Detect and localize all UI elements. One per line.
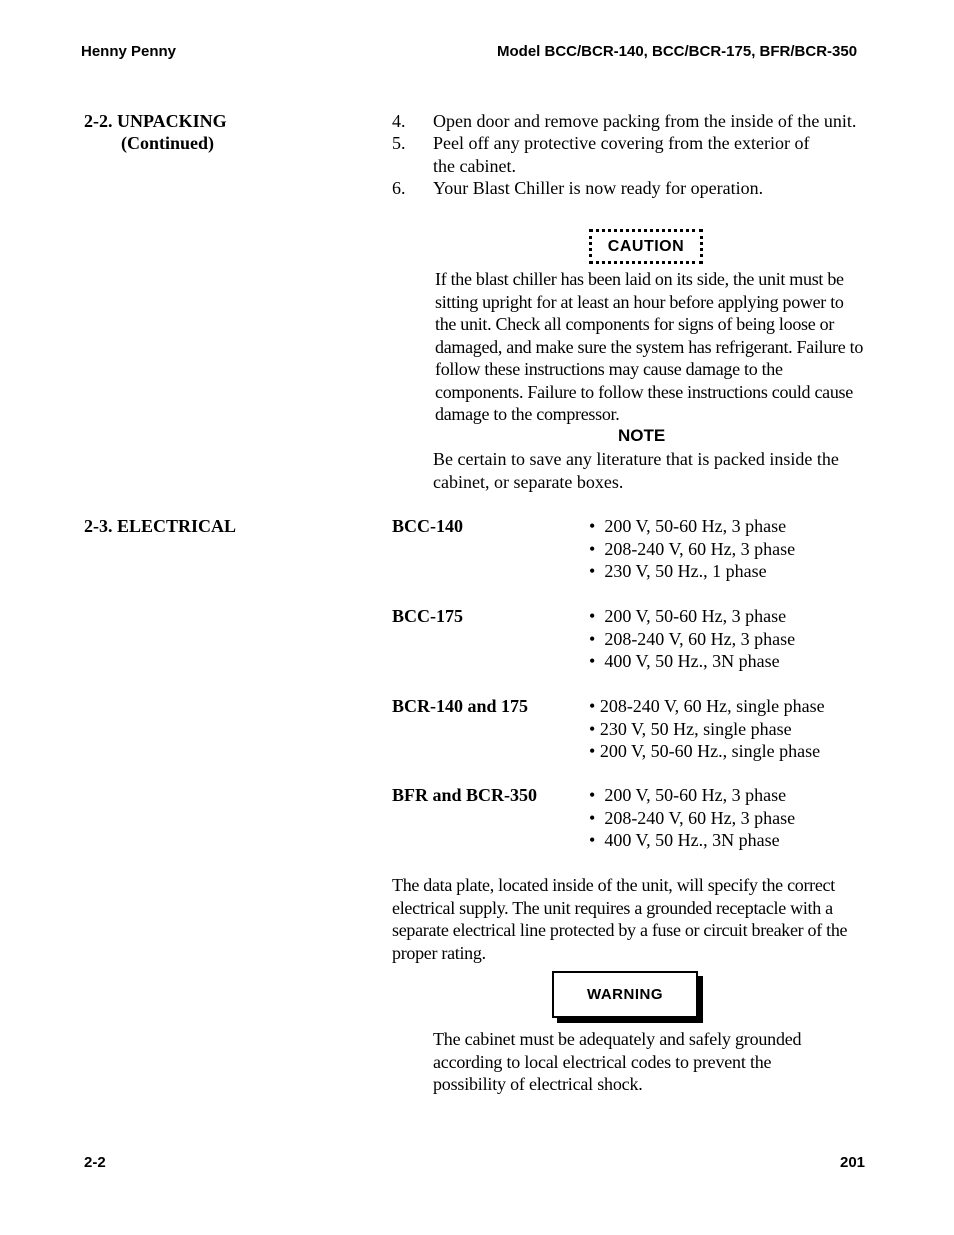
section-heading-electrical: 2-3. ELECTRICAL — [84, 516, 237, 536]
section-heading-continued: (Continued) — [121, 133, 215, 153]
step-number: 6. — [392, 178, 406, 198]
note-text: Be certain to save any literature that is packed inside the cabinet, or separate boxes. — [433, 449, 839, 492]
header-left: Henny Penny — [81, 43, 177, 60]
supply-list — [589, 515, 795, 583]
caution-text: If the blast chiller has been laid on its side, the unit must be sitting upright for at least an hour before applying power to the unit. Check all components for signs of being loose or damaged, and make sure the system has refrigerant. Failure to follow these instructions may cause damage to the components. Failure to follow these instructions could cause damage to the compressor. — [435, 269, 864, 424]
step-number: 5. — [392, 133, 406, 153]
note-label: NOTE — [618, 426, 666, 445]
footer-page-number: 201 — [840, 1154, 866, 1171]
header-right: Model BCC/BCR-140, BCC/BCR-175, BFR/BCR-350 — [497, 43, 858, 60]
supply-item: • 200 V, 50-60 Hz., single phase — [589, 741, 821, 761]
model-name: BCC-140 — [392, 516, 463, 536]
supply-item: • 230 V, 50 Hz, single phase — [589, 718, 792, 739]
model-name: BCC-175 — [392, 606, 463, 626]
supply-list — [589, 695, 825, 763]
caution-label: CAUTION — [589, 229, 703, 264]
supply-item: • 200 V, 50-60 Hz, 3 phase — [589, 516, 787, 536]
step-text: Peel off any protective covering from the exterior of the cabinet. — [433, 133, 810, 176]
model-name: BCR-140 and 175 — [392, 696, 529, 716]
footer-section-number: 2-2 — [84, 1154, 106, 1171]
supply-item: • 400 V, 50 Hz., 3N phase — [589, 651, 780, 671]
model-name: BFR and BCR-350 — [392, 785, 538, 805]
supply-item: • 200 V, 50-60 Hz, 3 phase — [589, 606, 787, 626]
supply-item: • 208-240 V, 60 Hz, 3 phase — [589, 538, 796, 559]
supply-item: • 208-240 V, 60 Hz, 3 phase — [589, 628, 796, 649]
supply-list — [589, 784, 795, 852]
supply-item: • 208-240 V, 60 Hz, single phase — [589, 696, 825, 716]
supply-item: • 200 V, 50-60 Hz, 3 phase — [589, 785, 787, 805]
supply-list — [589, 605, 795, 673]
step-text: Your Blast Chiller is now ready for operation. — [433, 178, 764, 198]
data-plate-text: The data plate, located inside of the unit, will specify the correct electrical supply. The unit requires a grounded receptacle with a separate electrical line protected by a fuse or circuit breaker of the proper rating. — [392, 875, 848, 963]
step-number: 4. — [392, 111, 406, 131]
supply-item: • 230 V, 50 Hz., 1 phase — [589, 561, 767, 581]
section-heading-unpacking: 2-2. UNPACKING — [84, 111, 227, 131]
supply-item: • 400 V, 50 Hz., 3N phase — [589, 830, 780, 850]
supply-item: • 208-240 V, 60 Hz, 3 phase — [589, 807, 796, 828]
warning-label: WARNING — [552, 971, 698, 1018]
step-text: Open door and remove packing from the inside of the unit. — [433, 111, 857, 131]
warning-text: The cabinet must be adequately and safely grounded according to local electrical codes to prevent the possibility of electrical shock. — [433, 1029, 802, 1094]
